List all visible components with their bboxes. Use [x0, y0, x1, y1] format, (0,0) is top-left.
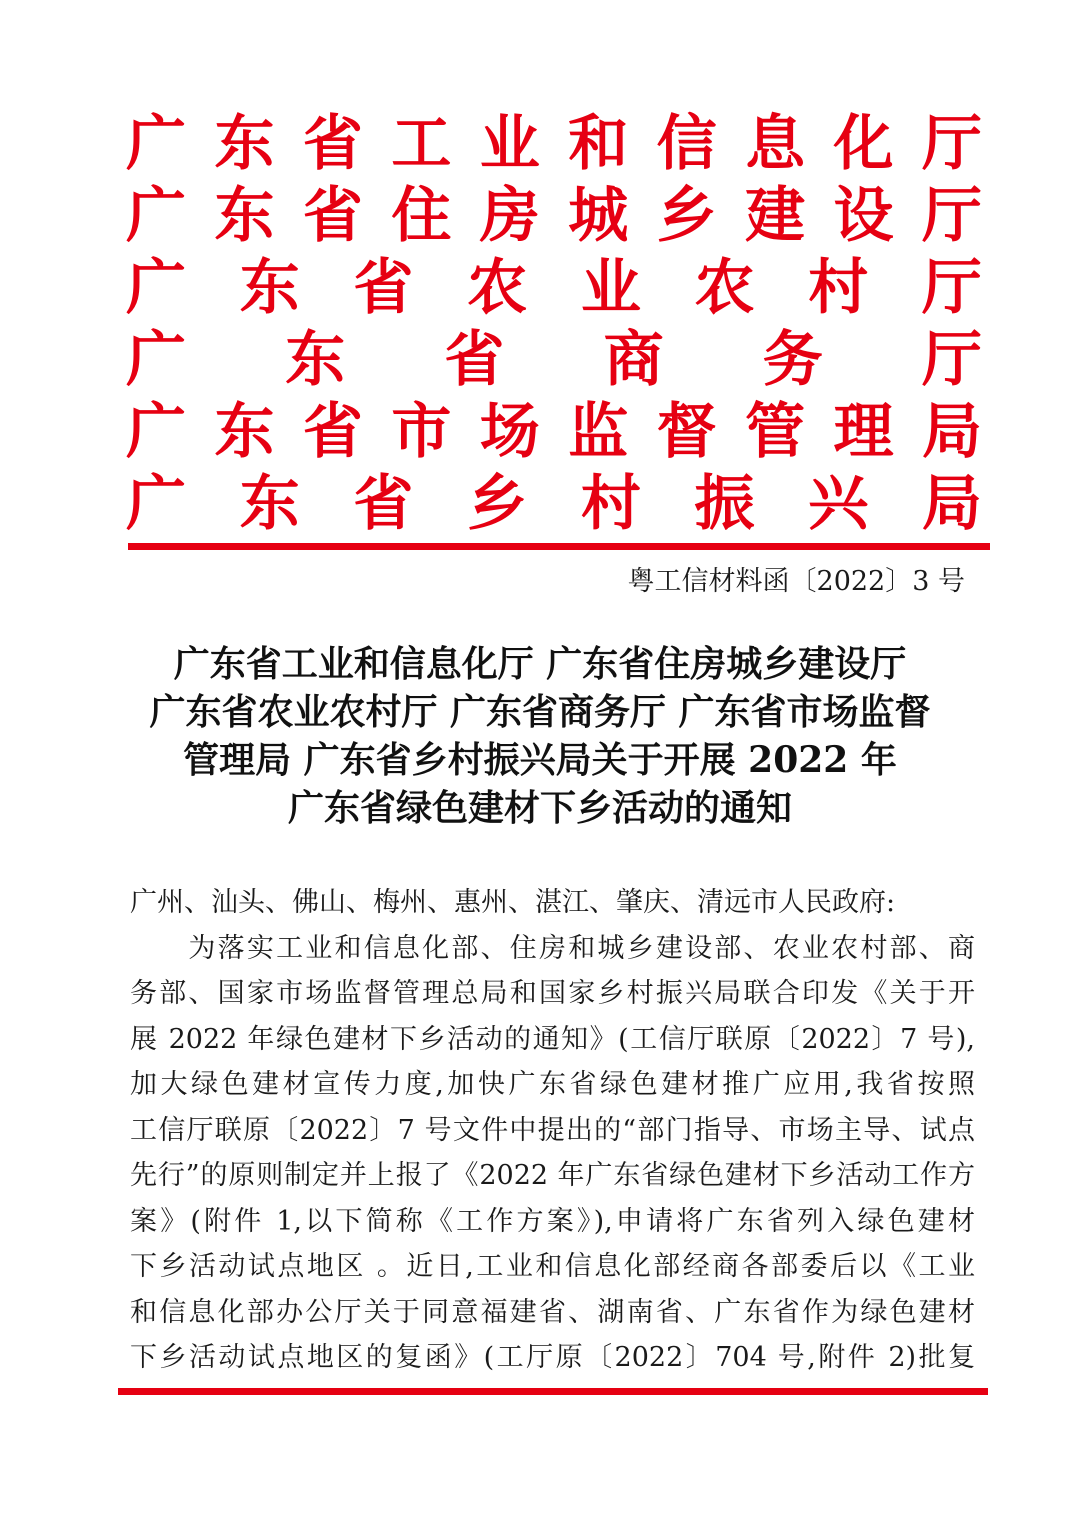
- letterhead-char: 省: [302, 181, 363, 251]
- letterhead-char: 省: [353, 469, 414, 539]
- agency-line-agriculture: [126, 252, 982, 324]
- letterhead-char: 广: [126, 325, 186, 395]
- letterhead-char: 局: [921, 397, 982, 467]
- letterhead-char: 业: [580, 253, 641, 323]
- body-line: 先行”的原则制定并上报了《2022 年广东省绿色建材下乡活动工作方: [130, 1160, 975, 1191]
- letterhead-char: 业: [479, 109, 540, 179]
- footer-red-rule: [118, 1388, 988, 1395]
- letterhead-char: 广: [126, 109, 186, 179]
- letterhead-char: 厅: [921, 325, 982, 395]
- body-line: 工信厅联原〔2022〕7 号文件中提出的“部门指导、市场主导、试点: [130, 1114, 975, 1146]
- agency-line-industry: [126, 108, 982, 180]
- letterhead-char: 督: [656, 397, 717, 467]
- letterhead-char: 广: [126, 253, 186, 323]
- letterhead-char: 监: [568, 397, 629, 467]
- letterhead-char: 东: [214, 181, 275, 251]
- letterhead-char: 东: [239, 253, 300, 323]
- document-title: [100, 640, 980, 832]
- agency-line-commerce: [126, 324, 982, 396]
- letterhead-char: 厅: [921, 253, 982, 323]
- letterhead-char: 和: [568, 109, 629, 179]
- letterhead-char: 农: [467, 253, 528, 323]
- letterhead-char: 广: [126, 181, 186, 251]
- body-line: 下乡活动试点地区的复函》(工厅原〔2022〕704 号,附件 2)批复: [130, 1342, 975, 1373]
- letterhead-char: 商: [603, 325, 664, 395]
- body-line: 展 2022 年绿色建材下乡活动的通知》(工信厅联原〔2022〕7 号),: [130, 1023, 975, 1055]
- title-line: 广东省工业和信息化厅 广东省住房城乡建设厅: [173, 643, 907, 685]
- letterhead-char: 市: [391, 397, 452, 467]
- letterhead-char: 东: [285, 325, 346, 395]
- letterhead-char: 东: [239, 469, 300, 539]
- title-line: 管理局 广东省乡村振兴局关于开展 2022 年: [183, 739, 897, 781]
- letterhead-char: 振: [694, 469, 755, 539]
- title-line: 广东省农业农村厅 广东省商务厅 广东省市场监督: [149, 691, 931, 733]
- body-line: 和信息化部办公厅关于同意福建省、湖南省、广东省作为绿色建材: [130, 1296, 975, 1328]
- agency-line-housing: [126, 180, 982, 252]
- letterhead-char: 息: [745, 109, 806, 179]
- body-line: 案》(附件 1,以下简称《工作方案》),申请将广东省列入绿色建材: [130, 1205, 975, 1237]
- letterhead-char: 省: [444, 325, 505, 395]
- letterhead-char: 房: [479, 181, 540, 251]
- document-body: [130, 880, 975, 1381]
- letterhead-red-rule: [128, 543, 990, 550]
- body-line: 下乡活动试点地区 。近日,工业和信息化部经商各部委后以《工业: [130, 1251, 975, 1282]
- letterhead-char: 村: [580, 469, 641, 539]
- letterhead-char: 工: [391, 109, 452, 179]
- addressee: 广州、汕头、佛山、梅州、惠州、湛江、肇庆、清远市人民政府:: [130, 887, 896, 918]
- letterhead-char: 场: [479, 397, 540, 467]
- letterhead-char: 城: [568, 181, 629, 251]
- letterhead-char: 管: [745, 397, 806, 467]
- title-line: 广东省绿色建材下乡活动的通知: [287, 787, 792, 829]
- letterhead-char: 设: [833, 181, 894, 251]
- letterhead-char: 局: [921, 469, 982, 539]
- letterhead-char: 化: [833, 109, 894, 179]
- letterhead-char: 广: [126, 469, 186, 539]
- letterhead-char: 村: [808, 253, 869, 323]
- body-line: 务部、国家市场监督管理总局和国家乡村振兴局联合印发《关于开: [130, 978, 975, 1009]
- letterhead-char: 厅: [921, 109, 982, 179]
- letterhead-char: 乡: [656, 181, 717, 251]
- letterhead-char: 省: [302, 397, 363, 467]
- body-line: 为落实工业和信息化部、住房和城乡建设部、农业农村部、商: [130, 932, 975, 964]
- letterhead-char: 建: [745, 181, 806, 251]
- letterhead-char: 东: [214, 109, 275, 179]
- letterhead-char: 乡: [467, 469, 528, 539]
- letterhead-char: 东: [214, 397, 275, 467]
- body-line: 加大绿色建材宣传力度,加快广东省绿色建材推广应用,我省按照: [130, 1069, 975, 1100]
- letterhead-char: 住: [391, 181, 452, 251]
- letterhead-char: 省: [302, 109, 363, 179]
- letterhead-char: 信: [656, 109, 717, 179]
- agency-line-market-regulation: [126, 396, 982, 468]
- letterhead-char: 务: [762, 325, 823, 395]
- letterhead-char: 兴: [808, 469, 869, 539]
- letterhead: [126, 108, 982, 540]
- letterhead-char: 广: [126, 397, 186, 467]
- letterhead-char: 厅: [921, 181, 982, 251]
- letterhead-char: 理: [833, 397, 894, 467]
- letterhead-char: 省: [353, 253, 414, 323]
- agency-line-rural-revitalization: [126, 468, 982, 540]
- document-number: 粤工信材料函〔2022〕3 号: [627, 566, 965, 597]
- letterhead-char: 农: [694, 253, 755, 323]
